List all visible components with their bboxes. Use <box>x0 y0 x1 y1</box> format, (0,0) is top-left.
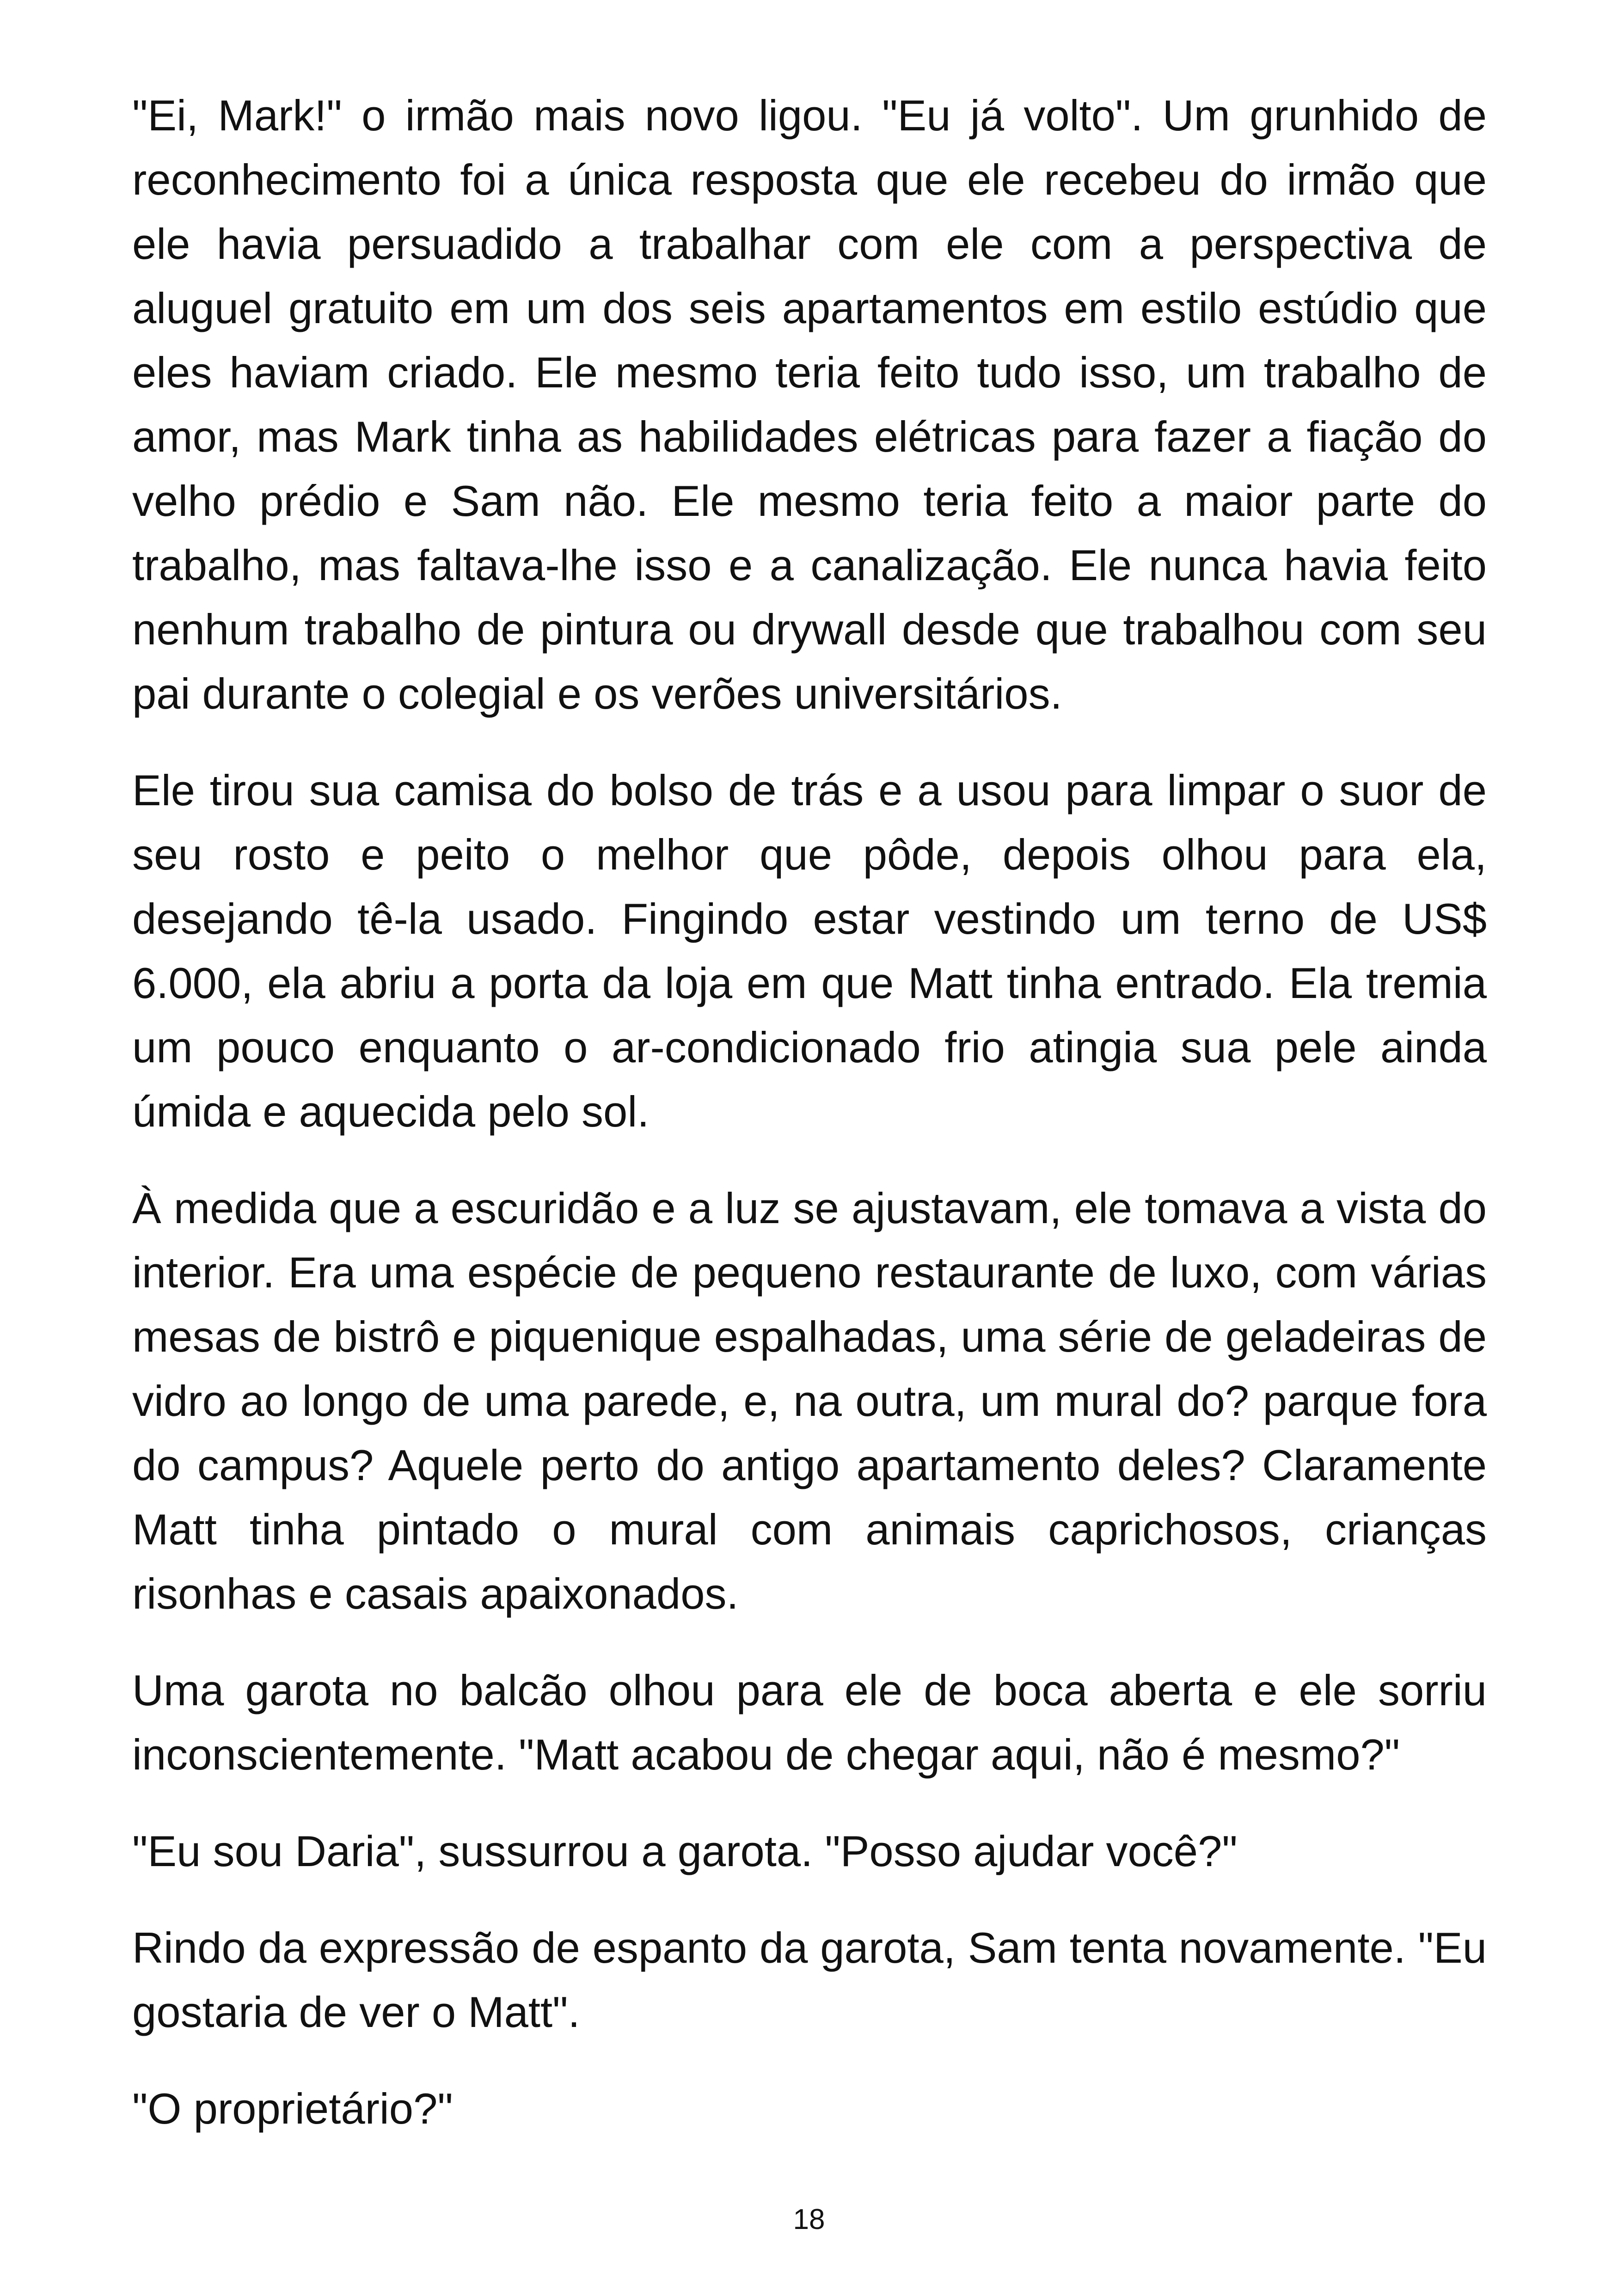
page-number: 18 <box>793 2204 825 2235</box>
paragraph-3: À medida que a escuridão e a luz se ajustavam, ele tomava a vista do interior. Era uma espécie de pequeno restaurante de luxo, com várias mesas de bistrô e piquenique espalhadas, uma série de geladeiras de vidro ao longo de uma parede, e, na outra, um mural do? parque fora do campus? Aquele perto do antigo apartamento deles? Claramente Matt tinha pintado o mural com animais caprichosos, crianças risonhas e casais apaixonados. <box>132 1184 1487 1618</box>
paragraph-2: Ele tirou sua camisa do bolso de trás e a usou para limpar o suor de seu rosto e peito o melhor que pôde, depois olhou para ela, desejando tê-la usado. Fingindo estar vestindo um terno de US$ 6.000, ela abriu a porta da loja em que Matt tinha entrado. Ela tremia um pouco enquanto o ar-condicionado frio atingia sua pele ainda úmida e aquecida pelo sol. <box>132 766 1487 1136</box>
paragraph-7: "O proprietário?" <box>132 2084 453 2133</box>
text-body <box>132 83 1487 2173</box>
paragraph-4: Uma garota no balcão olhou para ele de boca aberta e ele sorriu inconscientemente. "Matt acabou de chegar aqui, não é mesmo?" <box>132 1666 1487 1779</box>
paragraph-5: "Eu sou Daria", sussurrou a garota. "Posso ajudar você?" <box>132 1827 1238 1875</box>
paragraph-1: "Ei, Mark!" o irmão mais novo ligou. "Eu já volto". Um grunhido de reconhecimento foi a única resposta que ele recebeu do irmão que ele havia persuadido a trabalhar com ele com a perspectiva de aluguel gratuito em um dos seis apartamentos em estilo estúdio que eles haviam criado. Ele mesmo teria feito tudo isso, um trabalho de amor, mas Mark tinha as habilidades elétricas para fazer a fiação do velho prédio e Sam não. Ele mesmo teria feito a maior parte do trabalho, mas faltava-lhe isso e a canalização. Ele nunca havia feito nenhum trabalho de pintura ou drywall desde que trabalhou com seu pai durante o colegial e os verões universitários. <box>132 91 1487 718</box>
paragraph-6: Rindo da expressão de espanto da garota, Sam tenta novamente. "Eu gostaria de ver o Matt". <box>132 1923 1487 2036</box>
